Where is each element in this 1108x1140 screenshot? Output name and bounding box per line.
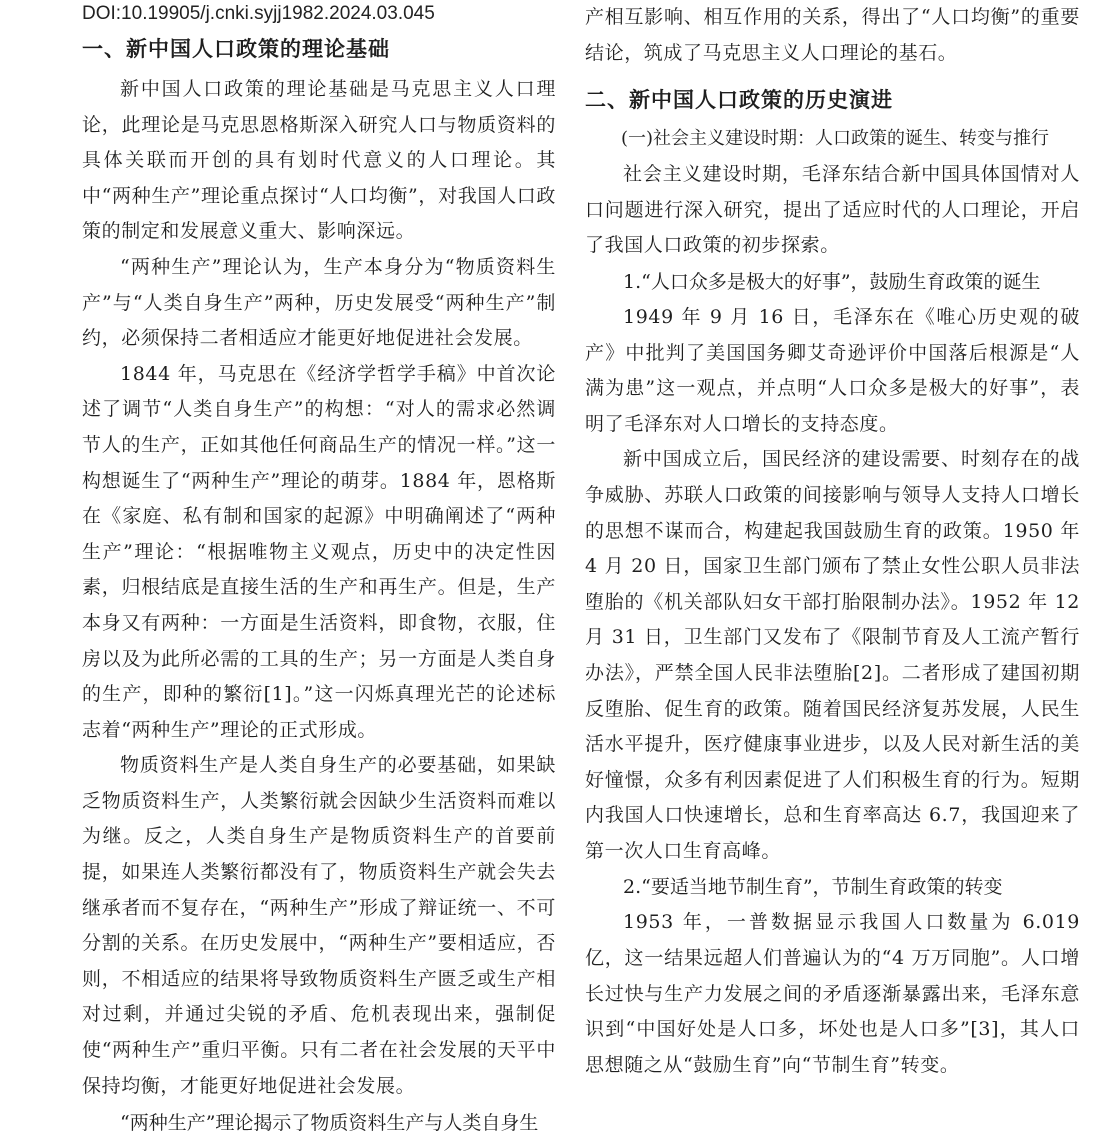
sub-heading-1: 1.“人口众多是极大的好事”，鼓励生育政策的诞生 <box>623 270 1041 293</box>
paragraph: 1844 年，马克思在《经济学哲学手稿》中首次论述了调节“人类自身生产”的构想：“对人的需求必然调节人的生产，正如其他任何商品生产的情况一样。”这一构想诞生了“两种生产”理论的萌芽。1884 年，恩格斯在《家庭、私有制和国家的起源》中明确阐述了“两种生产”理论：“根据唯物主义观点，历史中的决定性因素，归根结底是直接生活的生产和再生产。但是，生产本身又有两种：一方面是生活资料，即食物，衣服，住房以及为此所必需的工具的生产；另一方面是人类自身的生产，即种的繁衍[1]。”这一闪烁真理光芒的论述标志着“两种生产”理论的正式形成。 <box>82 362 556 741</box>
section-title-2: 二、新中国人口政策的历史演进 <box>585 88 893 113</box>
sub-heading-2: 2.“要适当地节制生育”，节制生育政策的转变 <box>623 876 1003 899</box>
paragraph: 社会主义建设时期，毛泽东结合新中国具体国情对人口问题进行深入研究，提出了适应时代的人口理论，开启了我国人口政策的初步探索。 <box>585 163 1080 257</box>
paragraph-cut: “两种生产”理论揭示了物质资料生产与人类自身生 <box>120 1112 539 1135</box>
right-column <box>585 0 1080 1076</box>
paragraph: 物质资料生产是人类自身生产的必要基础，如果缺乏物质资料生产，人类繁衍就会因缺少生活资料而难以为继。反之，人类自身生产是物质资料生产的首要前提，如果连人类繁衍都没有了，物质资料生产就会失去继承者而不复存在，“两种生产”形成了辩证统一、不可分割的关系。在历史发展中，“两种生产”要相适应，否则，不相适应的结果将导致物质资料生产匮乏或生产相对过剩，并通过尖锐的矛盾、危机表现出来，强制促使“两种生产”重归平衡。只有二者在社会发展的天平中保持均衡，才能更好地促进社会发展。 <box>82 754 556 1097</box>
paragraph: 新中国人口政策的理论基础是马克思主义人口理论，此理论是马克思恩格斯深入研究人口与物质资料的具体关联而开创的具有划时代意义的人口理论。其中“两种生产”理论重点探讨“人口均衡”，对我国人口政策的制定和发展意义重大、影响深远。 <box>82 78 556 243</box>
left-column <box>82 0 556 1135</box>
subsection-title: (一)社会主义建设时期：人口政策的诞生、转变与推行 <box>621 128 1050 150</box>
paragraph: 新中国成立后，国民经济的建设需要、时刻存在的战争威胁、苏联人口政策的间接影响与领导人支持人口增长的思想不谋而合，构建起我国鼓励生育的政策。1950 年 4 月 20 日，国家卫生部门颁布了禁止女性公职人员非法堕胎的《机关部队妇女干部打胎限制办法》。1952 年 12 月 31 日，卫生部门又发布了《限制节育及人工流产暂行办法》，严禁全国人民非法堕胎[2]。二者形成了建国初期反堕胎、促生育的政策。随着国民经济复苏发展，人民生活水平提升，医疗健康事业进步，以及人民对新生活的美好憧憬，众多有利因素促进了人们积极生育的行为。短期内我国人口快速增长，总和生育率高达 6.7，我国迎来了第一次人口生育高峰。 <box>585 448 1080 862</box>
paragraph-continuation: 产相互影响、相互作用的关系，得出了“人口均衡”的重要结论，筑成了马克思主义人口理论的基石。 <box>585 6 1080 64</box>
paragraph: 1949 年 9 月 16 日，毛泽东在《唯心历史观的破产》中批判了美国国务卿艾奇逊评价中国落后根源是“人满为患”这一观点，并点明“人口众多是极大的好事”，表明了毛泽东对人口增长的支持态度。 <box>585 305 1080 435</box>
section-title-1: 一、新中国人口政策的理论基础 <box>82 37 390 61</box>
paragraph: 1953 年，一普数据显示我国人口数量为 6.019 亿，这一结果远超人们普遍认为的“4 万万同胞”。人口增长过快与生产力发展之间的矛盾逐渐暴露出来，毛泽东意识到“中国好处是人口多，坏处也是人口多”[3]，其人口思想随之从“鼓励生育”向“节制生育”转变。 <box>585 911 1080 1076</box>
doi-line: DOI:10.19905/j.cnki.syjj1982.2024.03.045 <box>82 3 435 24</box>
paragraph: “两种生产”理论认为，生产本身分为“物质资料生产”与“人类自身生产”两种，历史发展受“两种生产”制约，必须保持二者相适应才能更好地促进社会发展。 <box>82 255 556 350</box>
